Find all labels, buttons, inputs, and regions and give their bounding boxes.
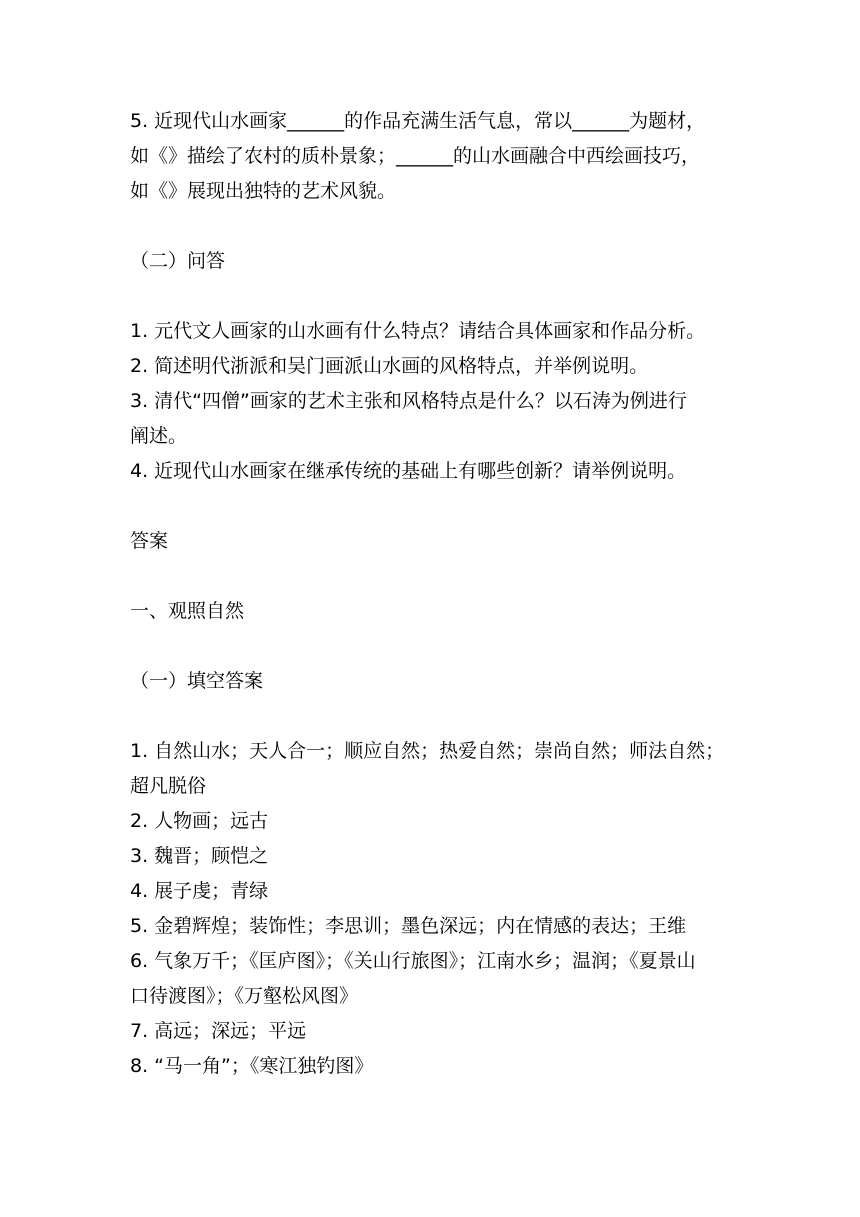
answer-item-6-continued: 口待渡图》；《万壑松风图》 <box>130 985 359 1007</box>
answer-item-4: 4. 展子虔；青绿 <box>130 880 269 902</box>
qa-item-4: 4. 近现代山水画家在继承传统的基础上有哪些创新？请举例说明。 <box>130 460 687 482</box>
spacer <box>130 629 740 664</box>
spacer <box>130 559 740 594</box>
document-page <box>130 104 740 1084</box>
question-5-line-1: 5. 近现代山水画家______的作品充满生活气息，常以______为题材， <box>130 110 706 132</box>
answers-part-1-heading: 一、观照自然 <box>130 600 245 622</box>
question-5-line-2: 如《》描绘了农村的质朴景象；______的山水画融合中西绘画技巧， <box>130 145 701 167</box>
answers-heading: 答案 <box>130 530 169 552</box>
answer-item-7: 7. 高远；深远；平远 <box>130 1020 307 1042</box>
qa-item-3: 3. 清代“四僧”画家的艺术主张和风格特点是什么？以石涛为例进行 <box>130 390 687 412</box>
section-qa-heading: （二）问答 <box>130 250 226 272</box>
qa-item-2: 2. 简述明代浙派和吴门画派山水画的风格特点，并举例说明。 <box>130 355 649 377</box>
spacer <box>130 279 740 314</box>
question-5-line-3: 如《》展现出独特的艺术风貌。 <box>130 180 397 202</box>
fill-answers-heading: （一）填空答案 <box>130 670 264 692</box>
answer-item-6: 6. 气象万千；《匡庐图》；《关山行旅图》；江南水乡；温润；《夏景山 <box>130 950 696 972</box>
spacer <box>130 489 740 524</box>
answer-item-8: 8. “马一角”；《寒江独钓图》 <box>130 1055 374 1077</box>
answer-item-2: 2. 人物画；远古 <box>130 810 269 832</box>
spacer <box>130 209 740 244</box>
answer-item-5: 5. 金碧辉煌；装饰性；李思训；墨色深远；内在情感的表达；王维 <box>130 915 687 937</box>
answer-item-3: 3. 魏晋；顾恺之 <box>130 845 269 867</box>
qa-item-3-continued: 阐述。 <box>130 425 188 447</box>
answer-item-1-continued: 超凡脱俗 <box>130 775 207 797</box>
spacer <box>130 699 740 734</box>
answer-item-1: 1. 自然山水；天人合一；顺应自然；热爱自然；崇尚自然；师法自然； <box>130 740 725 762</box>
qa-item-1: 1. 元代文人画家的山水画有什么特点？请结合具体画家和作品分析。 <box>130 320 706 342</box>
